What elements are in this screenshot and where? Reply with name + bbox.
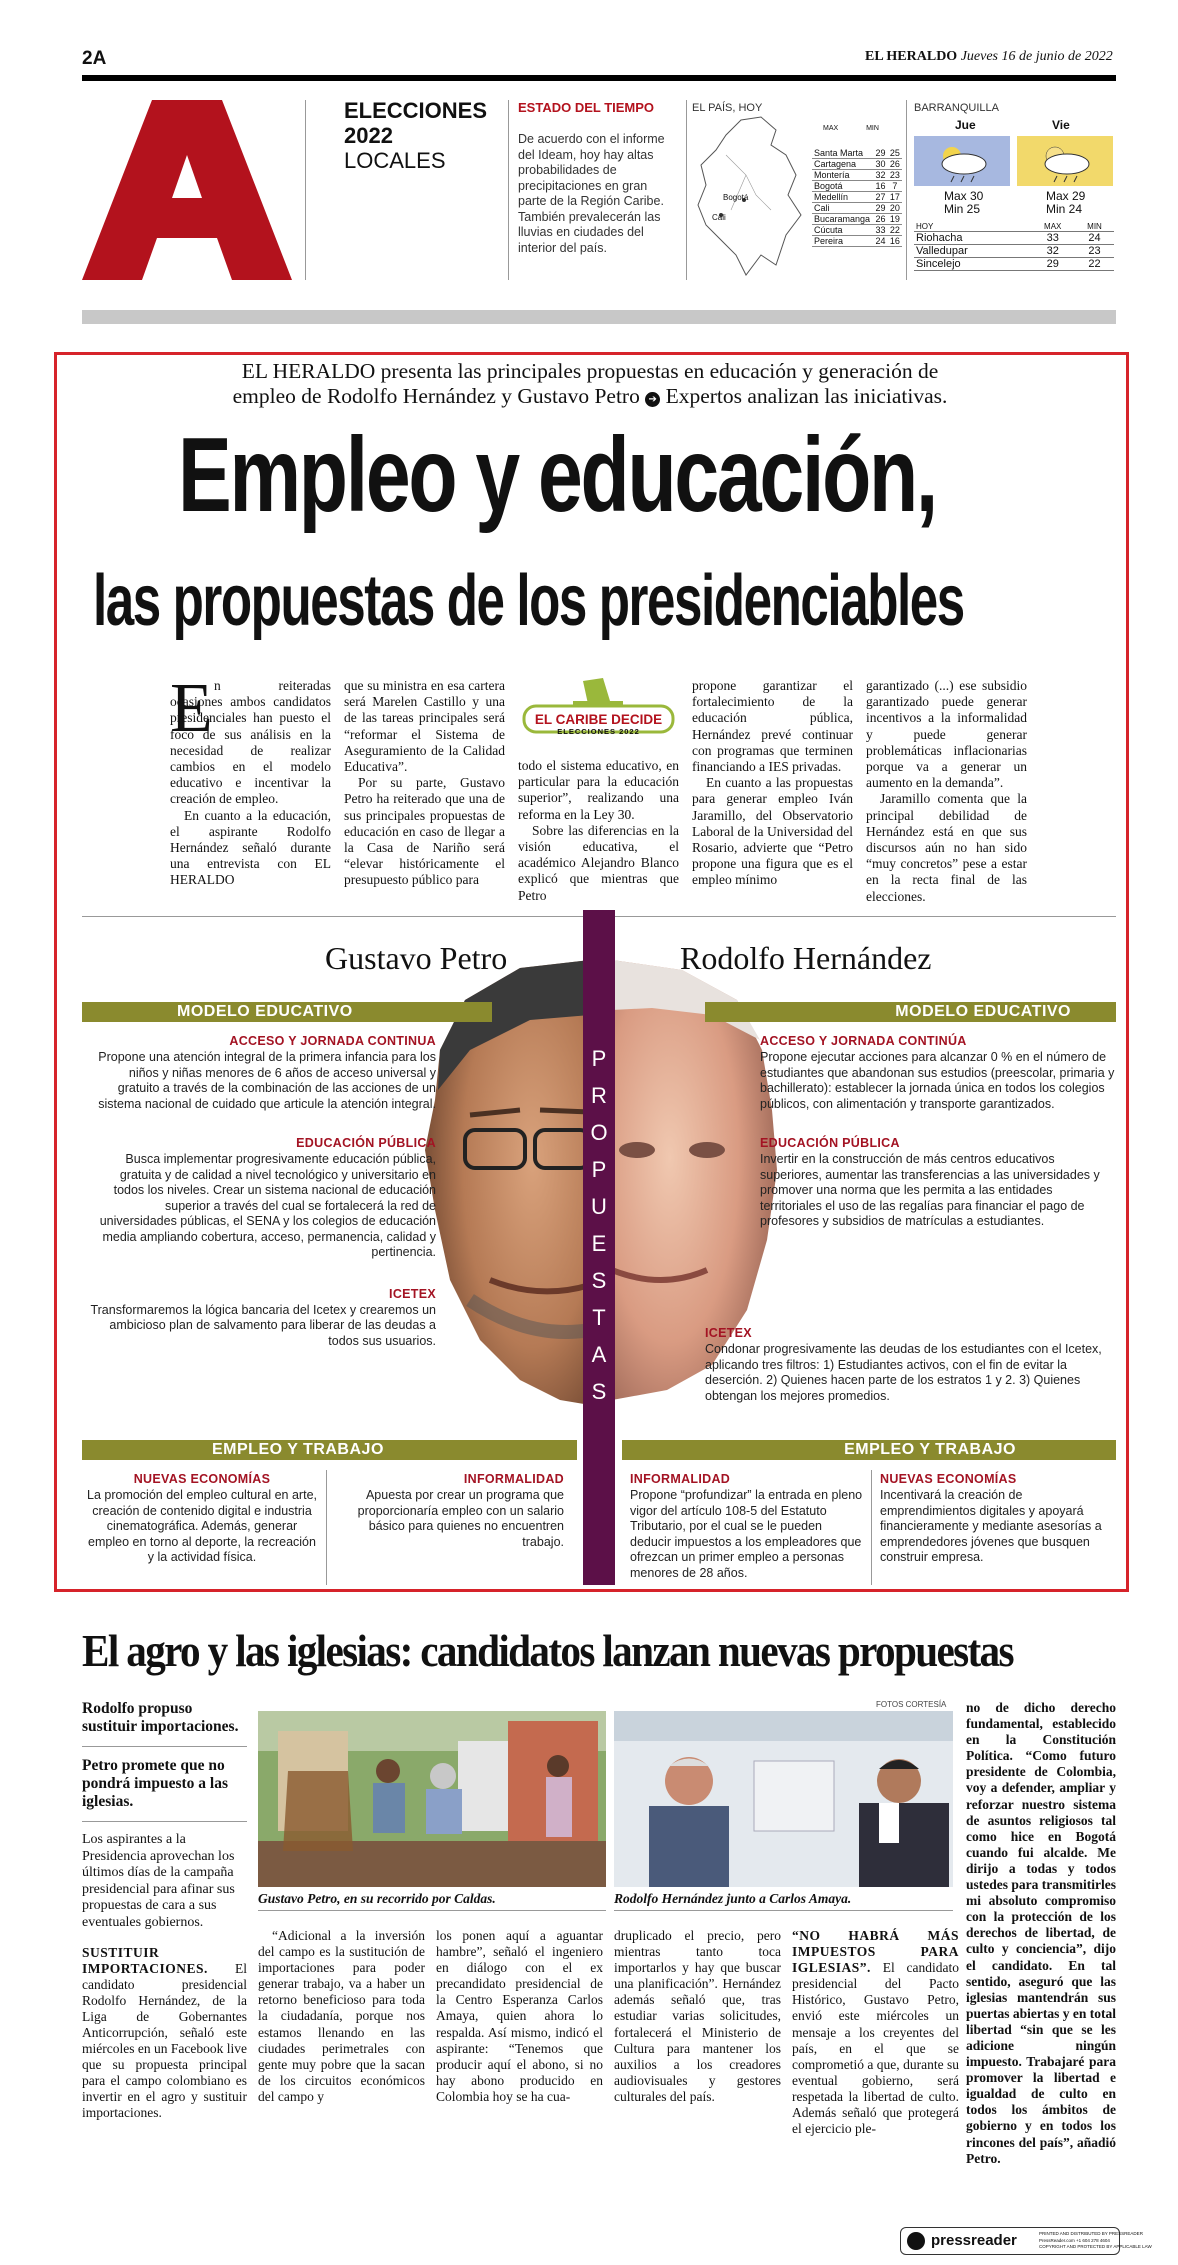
kicker-text: empleo de Rodolfo Hernández y Gustavo Petro [232, 384, 640, 408]
table-cell: 7 [888, 181, 902, 192]
table-row [812, 159, 902, 170]
badge-title: EL CARIBE DECIDE [534, 712, 663, 727]
hernandez-informalidad-text: Propone “profundizar” la entrada en pleno vigor del artículo 108-5 del Estatuto Tributario, por el cual se le pueden deducir impuestos a los empleadores que ofrezcan un primer empleo a personas menores de 28 años. [630, 1488, 863, 1580]
section-line-1: ELECCIONES [344, 98, 488, 123]
divider-bottom-2 [871, 1470, 872, 1585]
sub-divider-2 [82, 1821, 247, 1822]
hernandez-icetex [705, 1326, 1115, 1404]
petro-photo [410, 960, 590, 1420]
hernandez-publica-text: Invertir en la construcción de más centros educativos superiores, aumentar las transferencias a las universidades y promover una norma que les permita a las entidades territoriales el uso de las regalías para financiar el pago de profesores y subsidios de matrículas a estudiantes. [760, 1152, 1100, 1228]
colombia-map [686, 115, 816, 280]
hernandez-icetex-heading: ICETEX [705, 1326, 752, 1340]
photo-caption-rule-2 [614, 1910, 953, 1911]
hernandez-icetex-text: Condonar progresivamente las deudas de los estudiantes con el Icetex, aplicando tres filtros: 1) Estudiantes activos, con el fin de evitar la deserción. 2) Quienes hacen parte de los estratos 1 y 2. 3) Quienes obtengan los mejores promedios. [705, 1342, 1102, 1403]
body-col-2-p1: que su ministra en esa cartera será Marelen Castillo y una de las tareas principales será “reformar el Sistema de Aseguramiento de la Calidad Educativa”. [344, 678, 505, 775]
table-row [914, 232, 1114, 245]
table-cell: Cali [812, 203, 873, 214]
hernandez-economias-text: Incentivará la creación de emprendimientos digitales y apoyará financieramente y mediante asesorías a emprendedores jóvenes que busquen construir empresa. [880, 1488, 1102, 1564]
masthead-line [865, 49, 1113, 65]
propuestas-letter: S [591, 1268, 607, 1293]
article2-col-6: no de dicho derecho fundamental, establecido en la Constitución Política. “Como futuro presidente de Colombia, voy a defender, ampliar y reforzar nuestro sistema de asuntos religiosos tal como hice en Bogotá cuando fui alcalde. Me dirijo a todas y todos ustedes para transmitirles mi absoluto compromiso con la protección de los derechos de libertad, de culto y conciencia”, dijo el candidato. En tal sentido, aseguró que las iglesias mantendrán sus puertas abiertas y en total libertad “sin que se les adicione ningún impuesto. Trabajaré para promover la libertad e igualdad de culto en todos los ámbitos de gobierno y en todos los rincones del país”, añadió Petro. [966, 1700, 1116, 2166]
table-cell: Sincelejo [914, 258, 1030, 271]
lead-2-bold: SUSTITUIR IMPORTACIONES. [82, 1945, 208, 1976]
forecast-min-1: Min 25 [944, 202, 981, 216]
body-col-3 [518, 758, 679, 904]
table-cell: 29 [873, 148, 887, 159]
pressreader-small-3: COPYRIGHT AND PROTECTED BY APPLICABLE LAW [1039, 2244, 1152, 2249]
table-row [812, 170, 902, 181]
headline-1: Empleo y educación, [178, 416, 937, 534]
page-number: 2A [82, 48, 107, 69]
table-cell: 16 [888, 236, 902, 247]
table-cell: 22 [888, 225, 902, 236]
photo-caption-rule-1 [258, 1910, 606, 1911]
propuestas-band-bottom [583, 1415, 615, 1585]
weather-divider-3 [906, 100, 907, 280]
table-cell: 25 [888, 148, 902, 159]
propuestas-letter: U [591, 1194, 607, 1219]
petro-acceso-heading: ACCESO Y JORNADA CONTINUA [229, 1034, 436, 1048]
propuestas-letter: P [591, 1046, 607, 1071]
section-line-3: LOCALES [344, 148, 446, 173]
table-cell: 29 [1030, 258, 1075, 271]
table-cell: Cúcuta [812, 225, 873, 236]
body-col-1-p1: n reiteradas ocasiones ambos candidatos presidenciales han puesto el foco de sus análisis en la necesidad de realizar cambios en el modelo educativo e incentivar la creación de empleo. [170, 678, 331, 807]
petro-icetex-heading: ICETEX [389, 1286, 436, 1301]
table-cell: 29 [873, 203, 887, 214]
header-gray-band [82, 310, 1116, 324]
caption-2: Rodolfo Hernández junto a Carlos Amaya. [614, 1891, 852, 1906]
body-col-1-p2: En cuanto a la educación, el aspirante Rodolfo Hernández señaló durante una entrevista con EL HERALDO [170, 807, 331, 888]
hernandez-acceso-heading: ACCESO Y JORNADA CONTINÚA [760, 1034, 967, 1048]
pressreader-small-2: PressReader.com +1 604 278 4604 [1039, 2237, 1110, 2243]
photo-hernandez-amaya [614, 1711, 953, 1887]
petro-informalidad-text: Apuesta por crear un programa que proporcionaría empleo con un salario básico para quienes no encuentren trabajo. [357, 1488, 564, 1549]
forecast-temps-1 [944, 190, 983, 216]
forecast-max-2: Max 29 [1046, 189, 1086, 203]
table-cell: 33 [873, 225, 887, 236]
regional-weather-table [914, 222, 1114, 271]
petro-proposals [86, 1034, 436, 1349]
propuestas-letter: E [591, 1231, 607, 1256]
bar-empleo-right: EMPLEO Y TRABAJO [622, 1440, 1116, 1460]
propuestas-letter: O [590, 1120, 608, 1145]
caption-1: Gustavo Petro, en su recorrido por Caldas. [258, 1891, 496, 1906]
section-letter-a [82, 100, 292, 280]
petro-informalidad-heading: INFORMALIDAD [463, 1472, 564, 1486]
propuestas-vertical [583, 1040, 615, 1410]
kicker-text-2: Expertos analizan las iniciativas. [665, 384, 948, 408]
table-header: HOY [914, 222, 1030, 232]
section-divider [305, 100, 306, 280]
table-cell: Riohacha [914, 232, 1030, 245]
article2-col-3: los ponen aquí a aguantar hambre”, señaló el ingeniero en diálogo con el ex precandidato presidencial de la Centro Esperanza Carlos Amaya, quien ahora lo respalda. Así mismo, indicó el aspirante: “Tenemos que producir aquí el abono, si no hay abono producido en Colombia hoy se ha cua- [436, 1928, 603, 2104]
petro-informalidad [334, 1472, 564, 1550]
forecast-day-1: Jue [955, 118, 976, 132]
bar-modelo-educativo-left: MODELO EDUCATIVO [82, 1002, 492, 1022]
petro-publica-text: Busca implementar progresivamente educación pública, gratuita y de calidad a nivel tecnológico y universitario en todos los niveles. Crear un sistema nacional de educación superior a través del cual se fortalecerá la red de universidades públicas, el SENA y los colegios de educación media ampliando cobertura, acceso, permanencia, calidad y pertinencia. [99, 1152, 436, 1259]
body-col-1 [170, 670, 331, 889]
table-cell: 33 [1030, 232, 1075, 245]
article2-headline: El agro y las iglesias: candidatos lanzan nuevas propuestas [82, 1626, 1013, 1676]
photo-credit: FOTOS CORTESÍA [876, 1700, 947, 1709]
table-row [914, 245, 1114, 258]
table-row [914, 258, 1114, 271]
header-rule [82, 75, 1116, 81]
weather-text: De acuerdo con el informe del Ideam, hoy hay altas probabilidades de precipitaciones en gran parte de la Región Caribe. También prevalecerán las lluvias en ciudades del interior del país. [518, 132, 665, 255]
sub-divider-1 [82, 1746, 247, 1747]
kicker-line-2 [70, 384, 1110, 409]
table-cell: 26 [888, 159, 902, 170]
table-cell: 20 [888, 203, 902, 214]
forecast-temps-2 [1046, 190, 1085, 216]
pressreader-small-1: PRINTED AND DISTRIBUTED BY PRESSREADER [1039, 2231, 1143, 2236]
kicker [70, 359, 1110, 409]
table-cell: 27 [873, 192, 887, 203]
cities-weather-table [812, 125, 902, 132]
bar-modelo-educativo-right: MODELO EDUCATIVO [705, 1002, 1116, 1022]
forecast-max-1: Max 30 [944, 189, 984, 203]
pressreader-icon [907, 2232, 925, 2250]
table-cell: Bucaramanga [812, 214, 873, 225]
issue-date: Jueves 16 de junio de 2022 [960, 49, 1113, 64]
table-row [812, 203, 902, 214]
map-city-cali: Cali [712, 213, 726, 222]
article2-sub-1: Rodolfo propuso sustituir importaciones. [82, 1700, 239, 1735]
table-cell: 24 [1075, 232, 1114, 245]
petro-economias-heading: NUEVAS ECONOMÍAS [133, 1472, 271, 1486]
table-cell: 23 [888, 170, 902, 181]
body-col-3-p2: Sobre las diferencias en la visión educativa, el académico Alejandro Blanco explicó que mientras que Petro [518, 822, 679, 903]
pressreader-small [1039, 2231, 1152, 2251]
cities-weather-rows [812, 148, 902, 247]
drop-cap: E [170, 670, 213, 747]
table-header: MAX [822, 125, 839, 132]
photo-petro-caldas [258, 1711, 606, 1887]
section-title [344, 98, 487, 173]
table-header: MIN [1075, 222, 1114, 232]
table-cell: 22 [1075, 258, 1114, 271]
col-5-text: El candidato presidencial del Pacto Histórico, Gustavo Petro, envió este miércoles un mensaje a los creyentes del país, en el que se comprometió a que, durante su eventual gobierno, será respetada la libertad de culto. Además señaló que protegerá el ejercicio ple- [792, 1960, 959, 2137]
weather-title: ESTADO DEL TIEMPO [518, 100, 655, 115]
forecast-min-2: Min 24 [1046, 202, 1083, 216]
hernandez-publica-heading: EDUCACIÓN PÚBLICA [760, 1136, 900, 1150]
body-col-5-p2: Jaramillo comenta que la principal debilidad de Hernández está en que sus discursos aún no han sido “muy concretos” pese a estar en la recta final de las elecciones. [866, 791, 1027, 904]
article2-lead-2 [82, 1945, 247, 2121]
article2-col-5 [792, 1928, 959, 2137]
article2-lead: Los aspirantes a la Presidencia aprovechan los últimos días de la campaña presidencial para afinar sus propuestas de cara a sus eventuales gobiernos. [82, 1832, 235, 1930]
newspaper-name: EL HERALDO [865, 49, 958, 64]
forecast-box-1 [914, 136, 1010, 186]
propuestas-letter: R [591, 1083, 607, 1108]
table-cell: 23 [1075, 245, 1114, 258]
hernandez-proposals [760, 1034, 1115, 1230]
body-col-4-p2: En cuanto a las propuestas para generar empleo Iván Jaramillo, del Observatorio Laboral de la Universidad del Rosario, advierte que “Petro propone una figura que es el empleo mínimo [692, 775, 853, 888]
candidate-name-hernandez: Rodolfo Hernández [680, 940, 932, 976]
table-row [812, 225, 902, 236]
petro-economias [86, 1472, 318, 1566]
article2-sub-2: Petro promete que no pondrá impuesto a las iglesias. [82, 1757, 228, 1810]
hernandez-acceso-text: Propone ejecutar acciones para alcanzar 0 % en el número de estudiantes que abandonan sus estudios (preescolar, primaria y bachillerato): establecer la jornada única en todos los colegios públicos, con alimentación y transporte garantizados. [760, 1050, 1115, 1111]
article2-sidebar [82, 1700, 247, 2121]
table-row [914, 222, 1114, 232]
map-label: EL PAÍS, HOY [692, 102, 763, 114]
propuestas-letter: A [591, 1342, 607, 1367]
article2-col-4: druplicado el precio, pero mientras tanto toca importarlos y hay que buscar una planificación”. Hernández además señaló que, tras estudiar varias solicitudes, fortalecerá el Ministerio de Cultura para mantener los auxilios a los creadores audiovisuales y gestores culturales del país. [614, 1928, 781, 2104]
propuestas-letter: P [591, 1157, 607, 1182]
body-col-4 [692, 678, 853, 889]
table-cell: Cartagena [812, 159, 873, 170]
table-header: MIN [866, 125, 879, 132]
pressreader-logo[interactable] [900, 2227, 1152, 2255]
table-cell: 16 [873, 181, 887, 192]
lead-2-text: El candidato presidencial Rodolfo Hernández, de la Liga de Gobernantes Anticorrupción, señaló este miércoles en un Facebook live que su propuesta principal para el campo colombiano es invertir en el agro y sustituir importaciones. [82, 1961, 247, 2120]
petro-publica-heading: EDUCACIÓN PÚBLICA [296, 1136, 436, 1150]
arrow-circle-icon: ➔ [645, 392, 660, 407]
table-cell: Montería [812, 170, 873, 181]
map-city-bogota: Bogotá [723, 193, 749, 202]
forecast-day-2: Vie [1052, 118, 1070, 132]
body-col-5-p1: garantizado (...) ese subsidio garantizado puede generar incentivos a la informalidad y puede generar problemáticas inflacionarias porque va a generar un aumento en la demanda”. [866, 678, 1027, 791]
petro-acceso-text: Propone una atención integral de la primera infancia para los niños y niñas menores de 6 años de acceso universal y gratuito a través de la combinación de las acciones de un sistema nacional de cuidado que articule la atención integral. [98, 1050, 436, 1111]
table-cell: 26 [873, 214, 887, 225]
bar-empleo-left: EMPLEO Y TRABAJO [82, 1440, 577, 1460]
table-cell: 32 [873, 170, 887, 181]
table-row [812, 192, 902, 203]
body-col-5 [866, 678, 1027, 905]
table-header: MAX [1030, 222, 1075, 232]
headline-2: las propuestas de los presidenciables [93, 561, 964, 641]
table-cell: 30 [873, 159, 887, 170]
body-col-4-p1: propone garantizar el fortalecimiento de la educación pública, Hernández prevé continuar con programas que terminen financiando a IES privadas. [692, 678, 853, 775]
pressreader-brand: pressreader [931, 2232, 1017, 2249]
table-cell: 17 [888, 192, 902, 203]
body-col-2-p2: Por su parte, Gustavo Petro ha reiterado que una de sus principales propuestas de educación en caso de llegar a la Casa de Nariño será “elevar históricamente el presupuesto público para [344, 775, 505, 888]
candidate-name-petro: Gustavo Petro [325, 940, 508, 976]
hernandez-informalidad [630, 1472, 865, 1581]
hernandez-economias [880, 1472, 1115, 1566]
cloud-rain-icon [1017, 136, 1113, 186]
table-cell: Valledupar [914, 245, 1030, 258]
propuestas-letter: T [592, 1305, 606, 1330]
table-cell: 19 [888, 214, 902, 225]
section-line-2: 2022 [344, 123, 393, 148]
col-5-bold: “NO HABRÁ MÁS IMPUESTOS PARA IGLESIAS”. [792, 1928, 959, 1976]
forecast-box-2 [1017, 136, 1113, 186]
barranquilla-label: BARRANQUILLA [914, 102, 999, 114]
table-cell: 32 [1030, 245, 1075, 258]
table-cell: Santa Marta [812, 148, 873, 159]
petro-icetex-text: Transformaremos la lógica bancaria del Icetex y crearemos un ambicioso plan de salvamento para liberar de las deudas a todos sus usuarios. [90, 1302, 436, 1348]
table-cell: 24 [873, 236, 887, 247]
petro-economias-text: La promoción del empleo cultural en arte, creación de contenido digital e industria cinematográfica. Además, generar empleo en torno al deporte, la recreación y la actividad física. [87, 1488, 317, 1564]
body-col-2 [344, 678, 505, 889]
table-row [812, 125, 902, 132]
table-row [812, 214, 902, 225]
table-header [812, 125, 821, 132]
article2-col-2: “Adicional a la inversión del campo es la sustitución de importaciones para poder generar trabajo, va a haber un retorno beneficioso para toda la ciudadanía, porque nos estamos llenando en las ciudades perimetrales con gente muy pobre que la sacan de los circuitos económicos del campo y [258, 1928, 425, 2104]
hernandez-economias-heading: NUEVAS ECONOMÍAS [880, 1472, 1017, 1486]
table-cell: Bogotá [812, 181, 873, 192]
cloud-rain-icon [914, 136, 1010, 186]
table-row [812, 148, 902, 159]
table-cell: Pereira [812, 236, 873, 247]
table-row [812, 236, 902, 247]
propuestas-letter: S [591, 1379, 607, 1404]
badge-subtitle: ELECCIONES 2022 [557, 727, 640, 736]
body-col-3-p1: todo el sistema educativo, en particular para la educación superior”, realizando una reforma en la Ley 30. [518, 758, 679, 822]
divider-bottom-1 [326, 1470, 327, 1585]
table-cell: Medellín [812, 192, 873, 203]
weather-divider [508, 100, 509, 280]
hernandez-informalidad-heading: INFORMALIDAD [630, 1472, 731, 1486]
table-row [812, 181, 902, 192]
kicker-line-1: EL HERALDO presenta las principales propuestas en educación y generación de [241, 359, 939, 383]
